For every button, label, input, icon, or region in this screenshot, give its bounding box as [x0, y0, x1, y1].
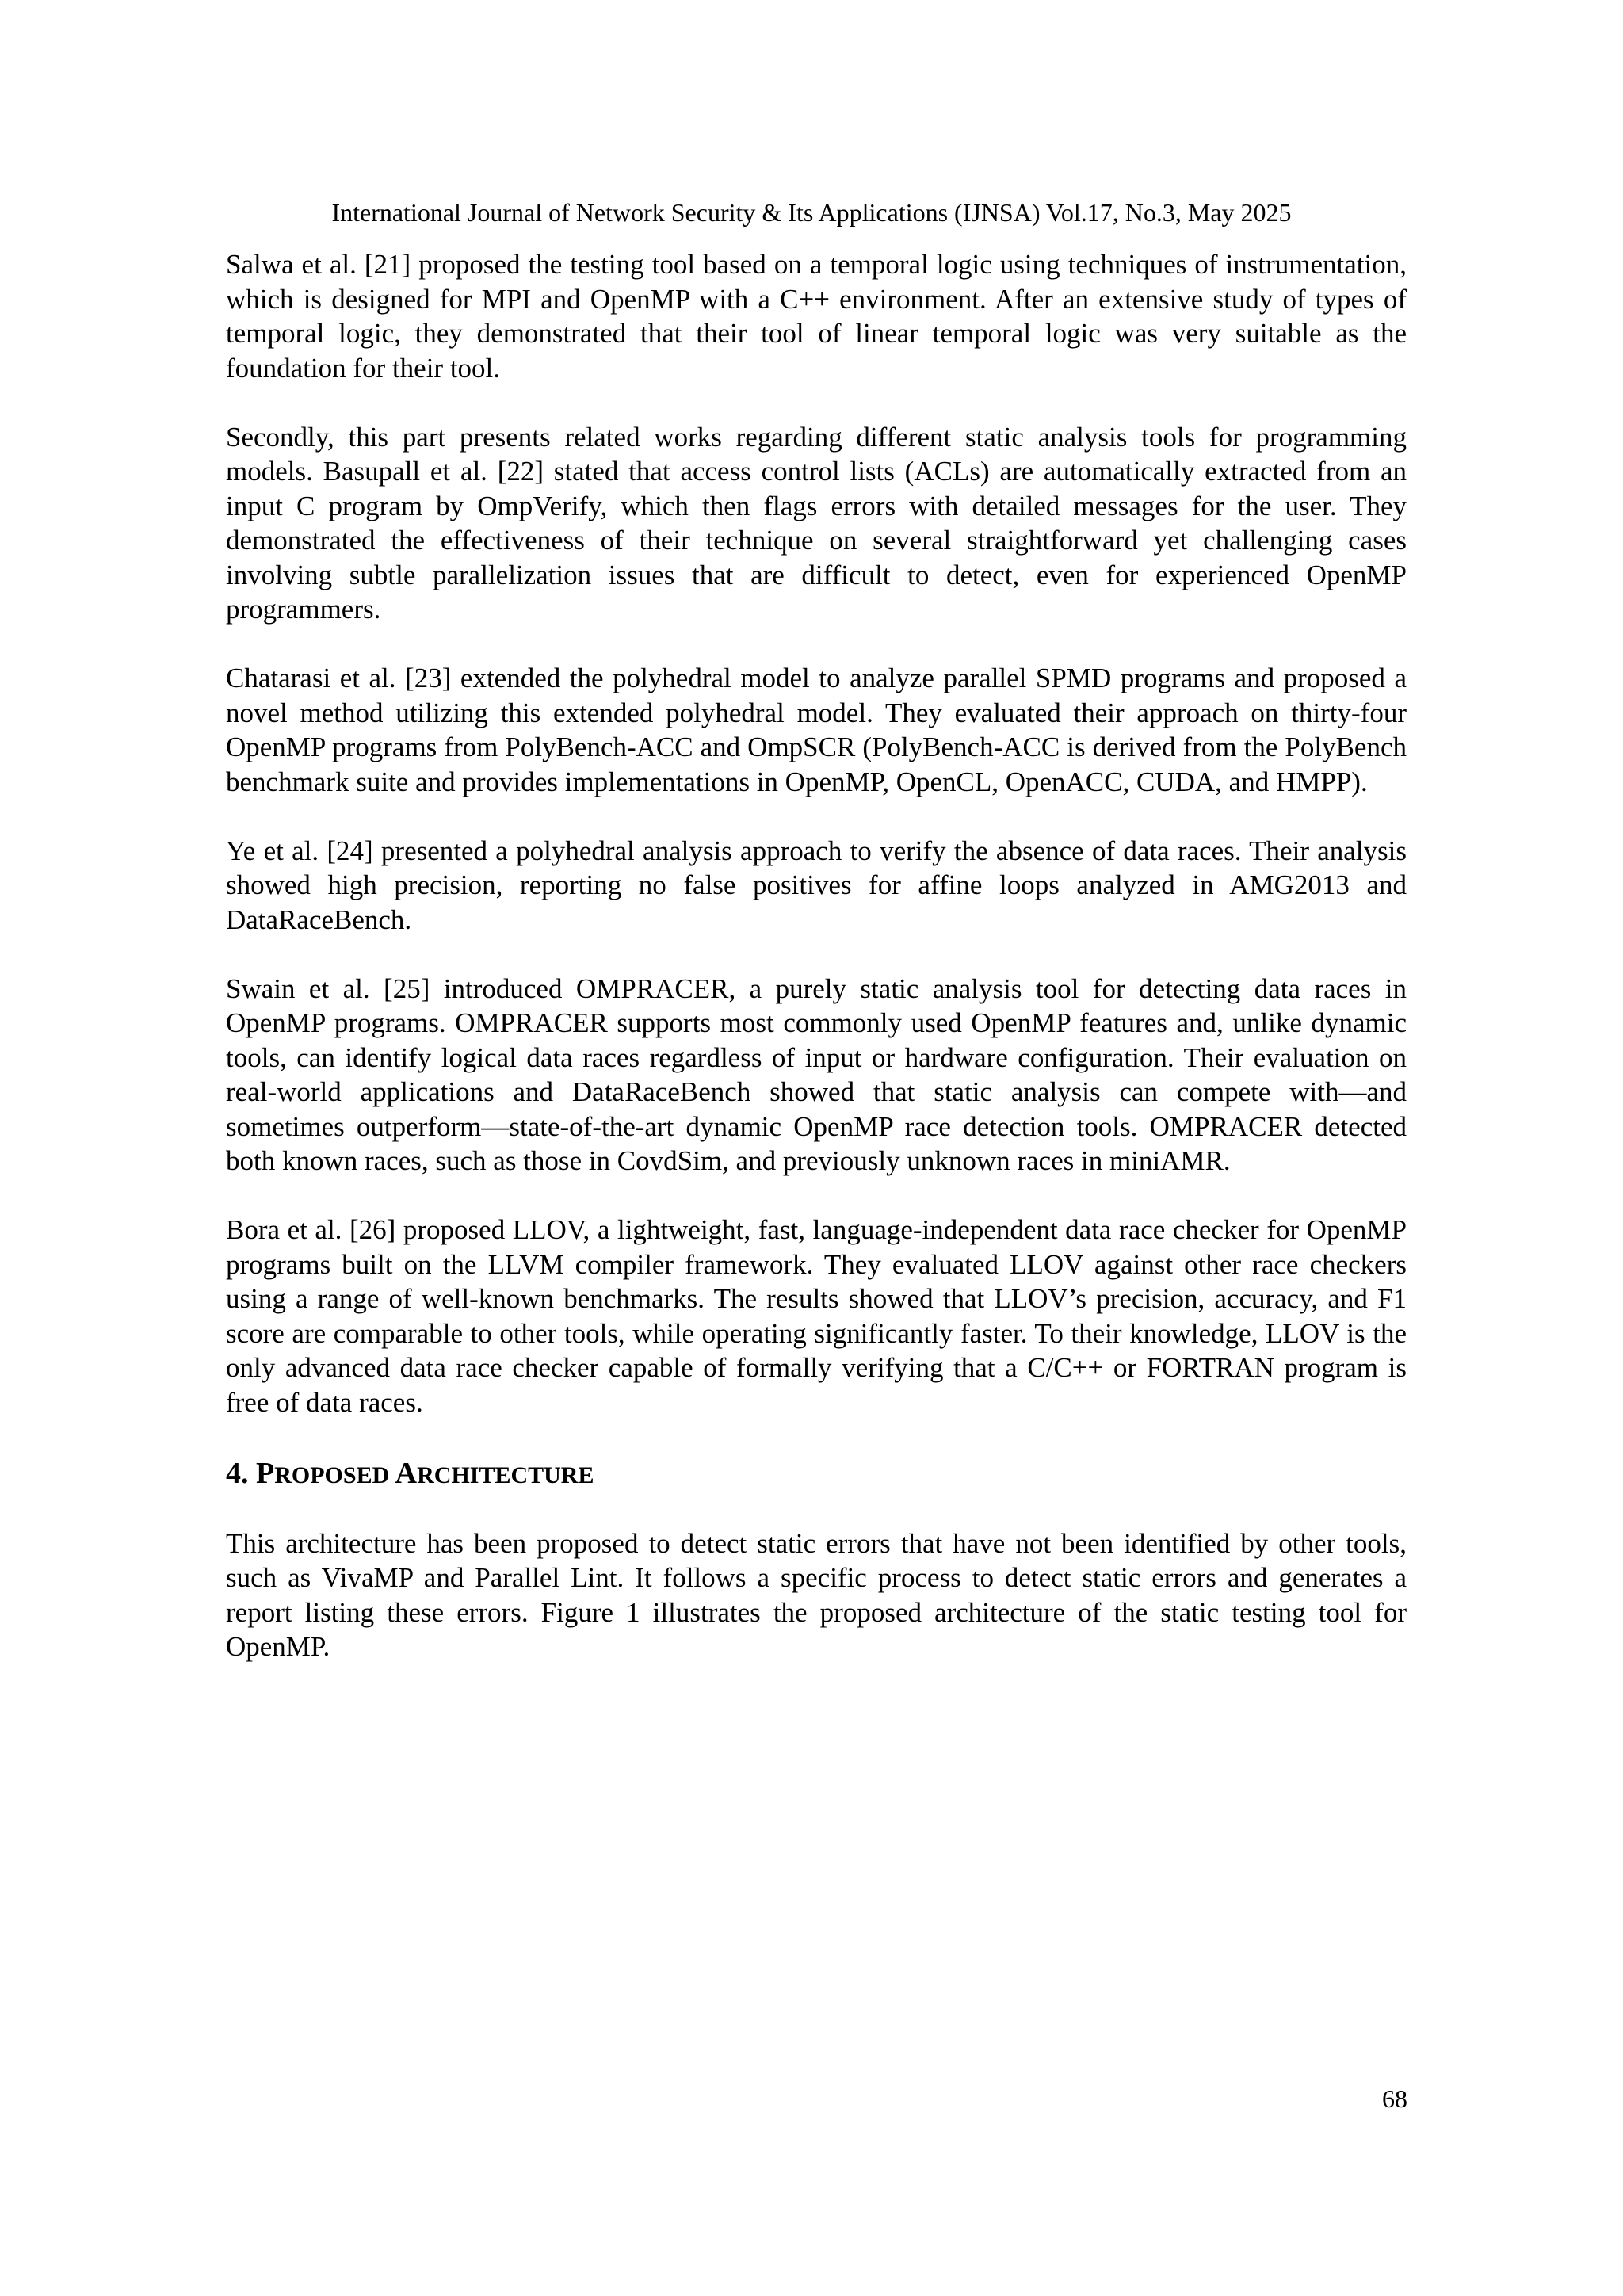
paragraph-bora: Bora et al. [26] proposed LLOV, a lightweight, fast, language-independent data race checker for OpenMP programs built on the LLVM compiler framework. They evaluated LLOV against other race checkers using a range of well-known benchmarks. The results showed that LLOV’s precision, accuracy, and F1 score are comparable to other tools, while operating significantly faster. To their knowledge, LLOV is the only advanced data race checker capable of formally verifying that a C/C++ or FORTRAN program is free of data races.: [226, 1214, 1407, 1418]
paragraph-swain: Swain et al. [25] introduced OMPRACER, a purely static analysis tool for detecting data races in OpenMP programs. OMPRACER supports most commonly used OpenMP features and, unlike dynamic tools, can identify logical data races regardless of input or hardware configuration. Their evaluation on real-world applications and DataRaceBench showed that static analysis can compete with—and sometimes outperform—state-of-the-art dynamic OpenMP race detection tools. OMPRACER detected both known races, such as those in CovdSim, and previously unknown races in miniAMR.: [226, 972, 1407, 1176]
paragraph-salwa: Salwa et al. [21] proposed the testing tool based on a temporal logic using techniques of instrumentation, which is designed for MPI and OpenMP with a C++ environment. After an extensive study of types of temporal logic, they demonstrated that their tool of linear temporal logic was very suitable as the foundation for their tool.: [226, 249, 1407, 384]
paragraph-architecture: This architecture has been proposed to detect static errors that have not been identified by other tools, such as VivaMP and Parallel Lint. It follows a specific process to detect static errors and generates a report listing these errors. Figure 1 illustrates the proposed architecture of the static testing tool for OpenMP.: [226, 1527, 1407, 1662]
main-content: [226, 247, 1407, 1698]
paragraph-static-tools: Secondly, this part presents related works regarding different static analysis tools for programming models. Basupall et al. [22] stated that access control lists (ACLs) are automatically extracted from an input C program by OmpVerify, which then flags errors with detailed messages for the user. They demonstrated the effectiveness of their technique on several straightforward yet challenging cases involving subtle parallelization issues that are difficult to detect, even for experienced OpenMP programmers.: [226, 421, 1407, 625]
running-header: International Journal of Network Security & Its Applications (IJNSA) Vol.17, No.3, May 2025: [331, 198, 1292, 227]
page-number: 68: [1382, 2084, 1407, 2113]
paragraph-chatarasi: Chatarasi et al. [23] extended the polyhedral model to analyze parallel SPMD programs and proposed a novel method utilizing this extended polyhedral model. They evaluated their approach on thirty-four OpenMP programs from PolyBench-ACC and OmpSCR (PolyBench-ACC is derived from the PolyBench benchmark suite and provides implementations in OpenMP, OpenCL, OpenACC, CUDA, and HMPP).: [226, 663, 1407, 797]
section-title-word-2: ARCHITECTURE: [395, 1456, 594, 1490]
section-number: 4.: [226, 1456, 249, 1490]
paragraph-ye: Ye et al. [24] presented a polyhedral analysis approach to verify the absence of data races. Their analysis showed high precision, reporting no false positives for affine loops analyzed in AMG2013 and DataRaceBench.: [226, 835, 1407, 935]
section-title-word-1: PROPOSED: [256, 1456, 390, 1490]
section-heading-proposed-architecture: [226, 1454, 1407, 1495]
